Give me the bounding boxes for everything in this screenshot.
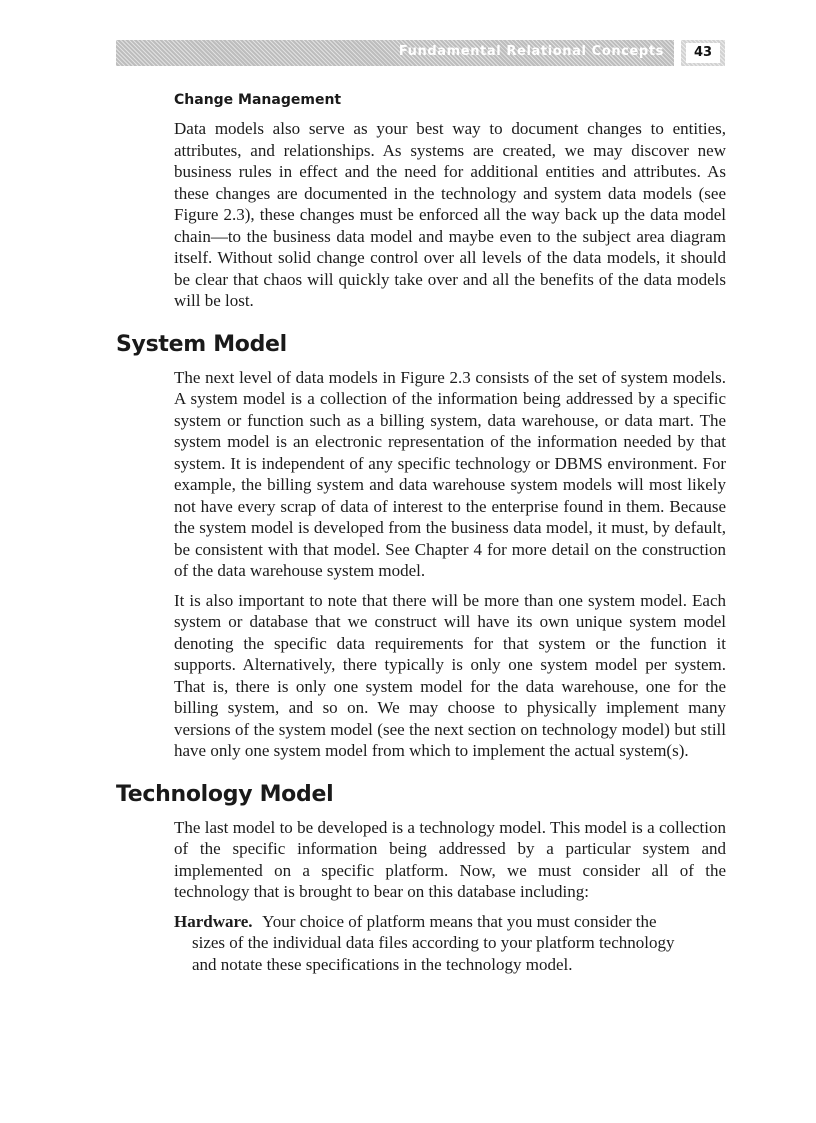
hardware-text: Your choice of platform means that you must consider the sizes of the individual data files according to your platform technology and notate these specifications in the technology model. [192,911,675,974]
change-management-paragraph: Data models also serve as your best way to document changes to entities, attributes, and relationships. As systems are created, we may discover new business rules in effect and the need for additional entities and attributes. As these changes are documented in the technology and system data models (see Figure 2.3), these changes must be enforced all the way back up the data model chain—to the business data model and maybe even to the subject area diagram itself. Without solid change control over all levels of the data models, it should be clear that chaos will quickly take over and all the benefits of the data models will be lost. [174,119,726,310]
page-number-box [681,40,725,66]
technology-model-heading: Technology Model [116,781,334,807]
page-body [116,92,726,975]
change-management-heading: Change Management [174,92,342,108]
running-header [116,40,674,66]
hardware-definition [174,911,692,976]
page-number: 43 [686,43,720,63]
running-title: Fundamental Relational Concepts [398,44,664,59]
system-model-heading: System Model [116,331,287,357]
system-model-paragraph-2: It is also important to note that there will be more than one system model. Each system or database that we construct will have its own unique system model denoting the specific data requirements for that system or the function it supports. Alternatively, there typically is only one system model per system. That is, there is only one system model for the data warehouse, one for the billing system, and so on. We may choose to physically implement many versions of the system model (see the next section on technology model) but still have only one system model from which to implement the actual system(s). [174,590,726,760]
hardware-term: Hardware. [174,911,253,931]
technology-model-paragraph: The last model to be developed is a technology model. This model is a collection of the specific information being addressed by a particular system and implemented on a specific platform. Now, we must consider all of the technology that is brought to bear on this database including: [174,817,726,901]
system-model-paragraph-1: The next level of data models in Figure 2.3 consists of the set of system models. A system model is a collection of the information being addressed by a specific system or function such as a billing system, data warehouse, or data mart. The system model is an electronic representation of the information needed by that system. It is independent of any specific technology or DBMS environment. For example, the billing system and data warehouse system models will most likely not have every scrap of data of interest to the enterprise found in them. Because the system model is developed from the business data model, it must, by default, be consistent with that model. See Chapter 4 for more detail on the construction of the data warehouse system model. [174,367,726,580]
